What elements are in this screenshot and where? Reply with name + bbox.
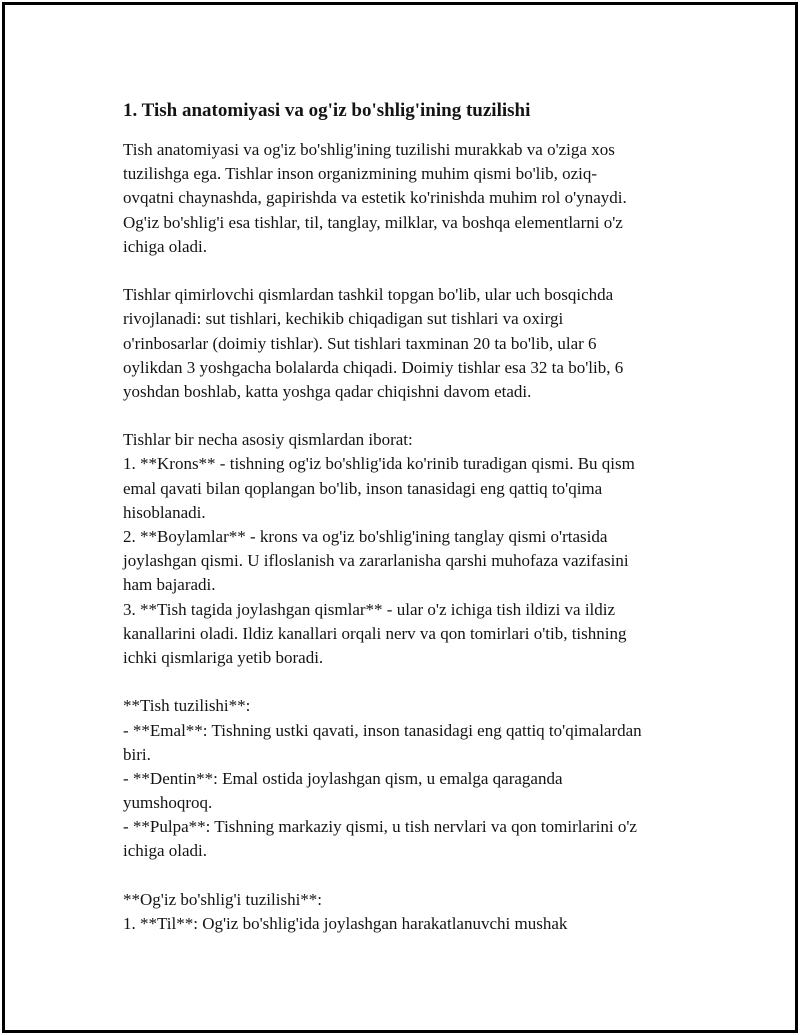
paragraph-intro (123, 138, 783, 259)
list-item-line: - **Emal**: Tishning ustki qavati, inson tanasidagi eng qattiq to'qimalardan (123, 720, 642, 740)
text-line: yumshoqroq. (123, 793, 213, 813)
text-line: ichiga oladi. (123, 236, 208, 256)
text-line: ovqatni chaynashda, gapirishda va estetik ko'rinishda muhim rol o'ynaydi. (123, 188, 627, 208)
list-item-line: 3. **Tish tagida joylashgan qismlar** - ular o'z ichiga tish ildizi va ildiz (123, 599, 616, 619)
text-line: Og'iz bo'shlig'i esa tishlar, til, tanglay, milklar, va boshqa elementlarni o'z (123, 212, 623, 232)
list-item-line: 1. **Krons** - tishning og'iz bo'shlig'ida ko'rinib turadigan qismi. Bu qism (123, 454, 635, 474)
paragraph-tooth-structure (123, 694, 783, 863)
page-frame (2, 2, 798, 1033)
section-heading-line: **Og'iz bo'shlig'i tuzilishi**: (123, 889, 323, 909)
section-heading-line: **Tish tuzilishi**: (123, 696, 251, 716)
text-line: joylashgan qismi. U ifloslanish va zararlanisha qarshi muhofaza vazifasini (123, 551, 629, 571)
text-line: emal qavati bilan qoplangan bo'lib, inson tanasidagi eng qattiq to'qima (123, 478, 603, 498)
paragraph-tooth-parts (123, 428, 783, 670)
text-line: kanallarini oladi. Ildiz kanallari orqali nerv va qon tomirlari o'tib, tishning (123, 623, 627, 643)
text-line: Tishlar qimirlovchi qismlardan tashkil topgan bo'lib, ular uch bosqichda (123, 285, 614, 305)
text-line: ham bajaradi. (123, 575, 216, 595)
page-title: 1. Tish anatomiyasi va og'iz bo'shlig'ining tuzilishi (123, 100, 531, 121)
text-line: Tishlar bir necha asosiy qismlardan iborat: (123, 430, 413, 450)
text-line: ichki qismlariga yetib boradi. (123, 647, 324, 667)
list-item-line: - **Dentin**: Emal ostida joylashgan qism, u emalga qaraganda (123, 768, 563, 788)
text-line: tuzilishga ega. Tishlar inson organizmining muhim qismi bo'lib, oziq- (123, 164, 598, 184)
text-line: yoshdan boshlab, katta yoshga qadar chiqishni davom etadi. (123, 381, 532, 401)
text-line: ichiga oladi. (123, 841, 208, 861)
text-line: oylikdan 3 yoshgacha bolalarda chiqadi. Doimiy tishlar esa 32 ta bo'lib, 6 (123, 357, 624, 377)
text-line: rivojlanadi: sut tishlari, kechikib chiqadigan sut tishlari va oxirgi (123, 309, 564, 329)
text-line: hisoblanadi. (123, 502, 206, 522)
text-line: biri. (123, 744, 151, 764)
text-line: o'rinbosarlar (doimiy tishlar). Sut tishlari taxminan 20 ta bo'lib, ular 6 (123, 333, 597, 353)
text-line: Tish anatomiyasi va og'iz bo'shlig'ining tuzilishi murakkab va o'ziga xos (123, 140, 615, 159)
list-item-line: - **Pulpa**: Tishning markaziy qismi, u tish nervlari va qon tomirlarini o'z (123, 817, 637, 837)
paragraph-mouth-structure (123, 888, 783, 936)
list-item-line: 2. **Boylamlar** - krons va og'iz bo'shlig'ining tanglay qismi o'rtasida (123, 527, 608, 546)
document-body (123, 99, 783, 936)
list-item-line: 1. **Til**: Og'iz bo'shlig'ida joylashgan harakatlanuvchi mushak (123, 914, 568, 933)
paragraph-development (123, 283, 783, 404)
